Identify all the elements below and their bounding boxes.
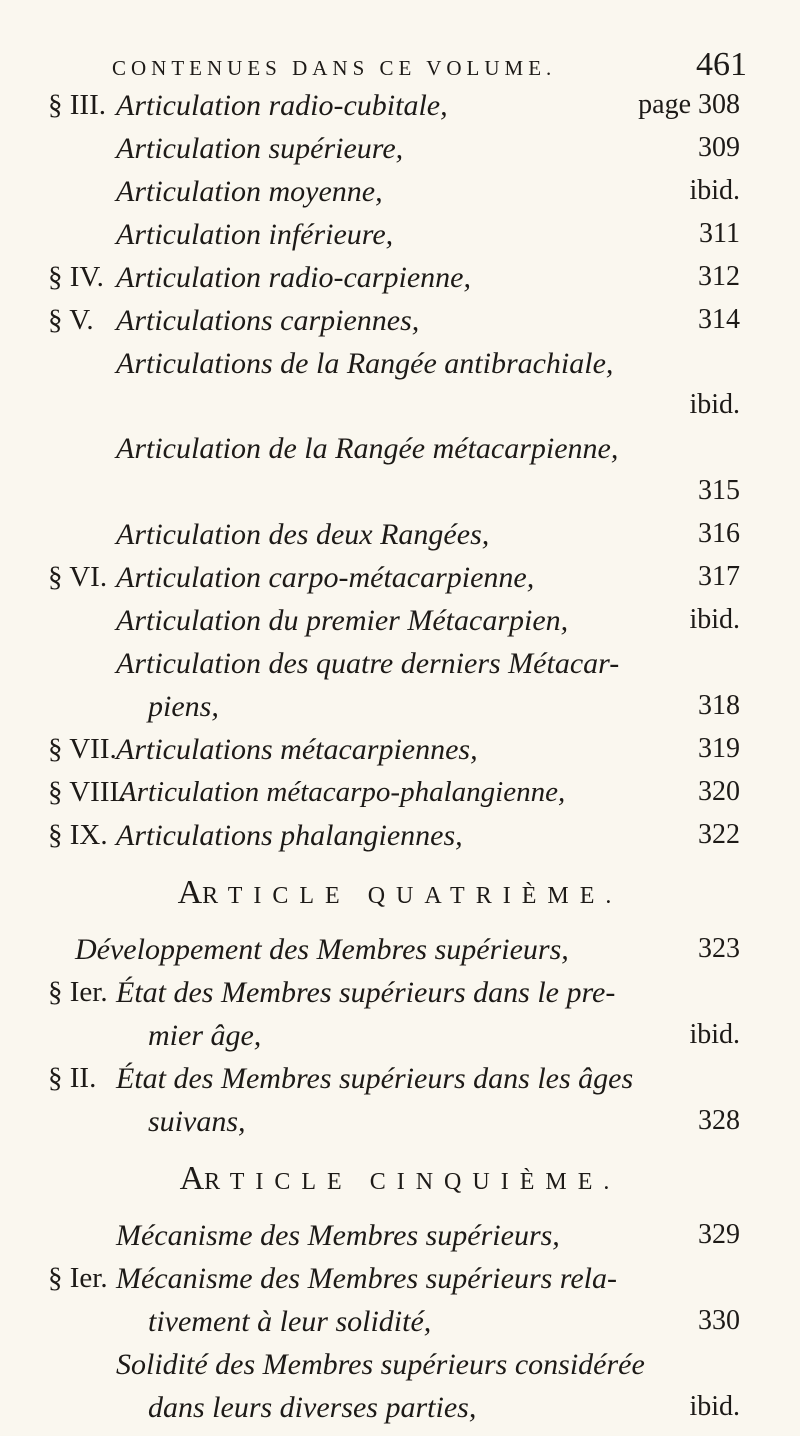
running-title: CONTENUES DANS CE VOLUME. — [112, 56, 557, 80]
section-number: § IV. — [48, 261, 104, 293]
toc-entry — [0, 304, 800, 348]
entry-title-continuation: mier âge, — [148, 1019, 262, 1052]
toc-entry — [0, 175, 800, 219]
entry-page: 316 — [698, 518, 740, 549]
entry-page: 309 — [698, 132, 740, 163]
entry-title: État des Membres supérieurs dans les âges — [116, 1062, 634, 1095]
entry-title: Articulation inférieure, — [116, 218, 394, 251]
entry-page: 312 — [698, 261, 740, 292]
entry-title: Articulation des deux Rangées, — [116, 518, 490, 551]
toc-entry-continuation — [0, 1391, 800, 1435]
entry-title: Articulations de la Rangée antibrachiale, — [116, 347, 614, 380]
entry-title-continuation: dans leurs diverses parties, — [148, 1391, 477, 1424]
toc-entry — [0, 733, 800, 777]
entry-title: Articulations carpiennes, — [116, 304, 420, 337]
toc-entry — [0, 776, 800, 820]
section-number: § VIII. — [48, 776, 127, 808]
entry-title: Solidité des Membres supérieurs considérée — [116, 1348, 645, 1381]
entry-page: 318 — [698, 690, 740, 721]
section-number: § IX. — [48, 819, 108, 851]
entry-title: Articulation moyenne, — [116, 175, 383, 208]
section-number: § II. — [48, 1062, 97, 1094]
toc-entry — [0, 1348, 800, 1392]
entry-title: Articulation des quatre derniers Métacar- — [116, 647, 620, 680]
page-header — [112, 46, 747, 84]
toc-entry — [0, 1219, 800, 1263]
entry-page: 317 — [698, 561, 740, 592]
entry-page: 314 — [698, 304, 740, 335]
entry-page: 315 — [698, 475, 740, 506]
entry-title: Mécanisme des Membres supérieurs rela- — [116, 1262, 617, 1295]
entry-title: Articulations métacarpiennes, — [116, 733, 478, 766]
toc-entry — [0, 1062, 800, 1106]
section-number: § V. — [48, 304, 94, 336]
article-heading — [0, 874, 800, 912]
toc-entry — [0, 1262, 800, 1306]
entry-title-continuation: suivans, — [148, 1105, 246, 1138]
toc-entry — [0, 647, 800, 691]
article-initial: A — [177, 874, 203, 911]
entry-page: 330 — [698, 1305, 740, 1336]
toc-entry-continuation — [0, 389, 800, 433]
entry-title: Développement des Membres supérieurs, — [75, 933, 569, 966]
entry-title: Articulation radio-carpienne, — [116, 261, 471, 294]
toc-entry-continuation — [0, 690, 800, 734]
entry-page: ibid. — [689, 1391, 740, 1422]
entry-page: ibid. — [689, 389, 740, 420]
article-title: RTICLE QUATRIÈME. — [202, 883, 623, 909]
toc-entry-continuation — [0, 1305, 800, 1349]
entry-page: ibid. — [689, 604, 740, 635]
toc-entry — [0, 976, 800, 1020]
toc-entry — [0, 218, 800, 262]
article-title: RTICLE CINQUIÈME. — [204, 1169, 621, 1195]
entry-page: page 308 — [638, 89, 740, 120]
toc-entry — [0, 819, 800, 863]
entry-title: Articulation du premier Métacarpien, — [116, 604, 569, 637]
toc-entry — [0, 518, 800, 562]
toc-entry — [0, 132, 800, 176]
entry-page: ibid. — [689, 175, 740, 206]
entry-title: Articulation supérieure, — [116, 132, 404, 165]
toc-entry — [0, 432, 800, 476]
toc-entry — [0, 89, 800, 133]
entry-title-continuation: tivement à leur solidité, — [148, 1305, 432, 1338]
section-number: § III. — [48, 89, 106, 121]
section-number: § Ier. — [48, 1262, 108, 1294]
toc-entry-continuation — [0, 475, 800, 519]
toc-entry-continuation — [0, 1105, 800, 1149]
page-number: 461 — [696, 46, 747, 83]
entry-title: Articulation de la Rangée métacarpienne, — [116, 432, 619, 465]
entry-page: 328 — [698, 1105, 740, 1136]
entry-title: Articulation radio-cubitale, — [116, 89, 448, 122]
entry-page: 322 — [698, 819, 740, 850]
article-initial: A — [179, 1160, 205, 1197]
entry-title: Articulation carpo-métacarpienne, — [116, 561, 535, 594]
toc-entry-continuation — [0, 1019, 800, 1063]
entry-page: 319 — [698, 733, 740, 764]
entry-page: 311 — [699, 218, 740, 249]
toc-entry — [0, 261, 800, 305]
entry-page: 320 — [698, 776, 740, 807]
entry-page: ibid. — [689, 1019, 740, 1050]
section-number: § Ier. — [48, 976, 108, 1008]
toc-entry — [0, 561, 800, 605]
entry-page: 329 — [698, 1219, 740, 1250]
entry-title: Articulations phalangiennes, — [116, 819, 463, 852]
entry-title: Mécanisme des Membres supérieurs, — [116, 1219, 560, 1252]
section-number: § VI. — [48, 561, 108, 593]
article-heading — [0, 1160, 800, 1198]
toc-entry — [0, 933, 800, 977]
entry-title: État des Membres supérieurs dans le pre- — [116, 976, 616, 1009]
toc-entry — [0, 604, 800, 648]
entry-title-continuation: piens, — [148, 690, 219, 723]
section-number: § VII. — [48, 733, 117, 765]
entry-page: 323 — [698, 933, 740, 964]
toc-entry — [0, 347, 800, 391]
entry-title: Articulation métacarpo-phalangienne, — [119, 776, 566, 808]
